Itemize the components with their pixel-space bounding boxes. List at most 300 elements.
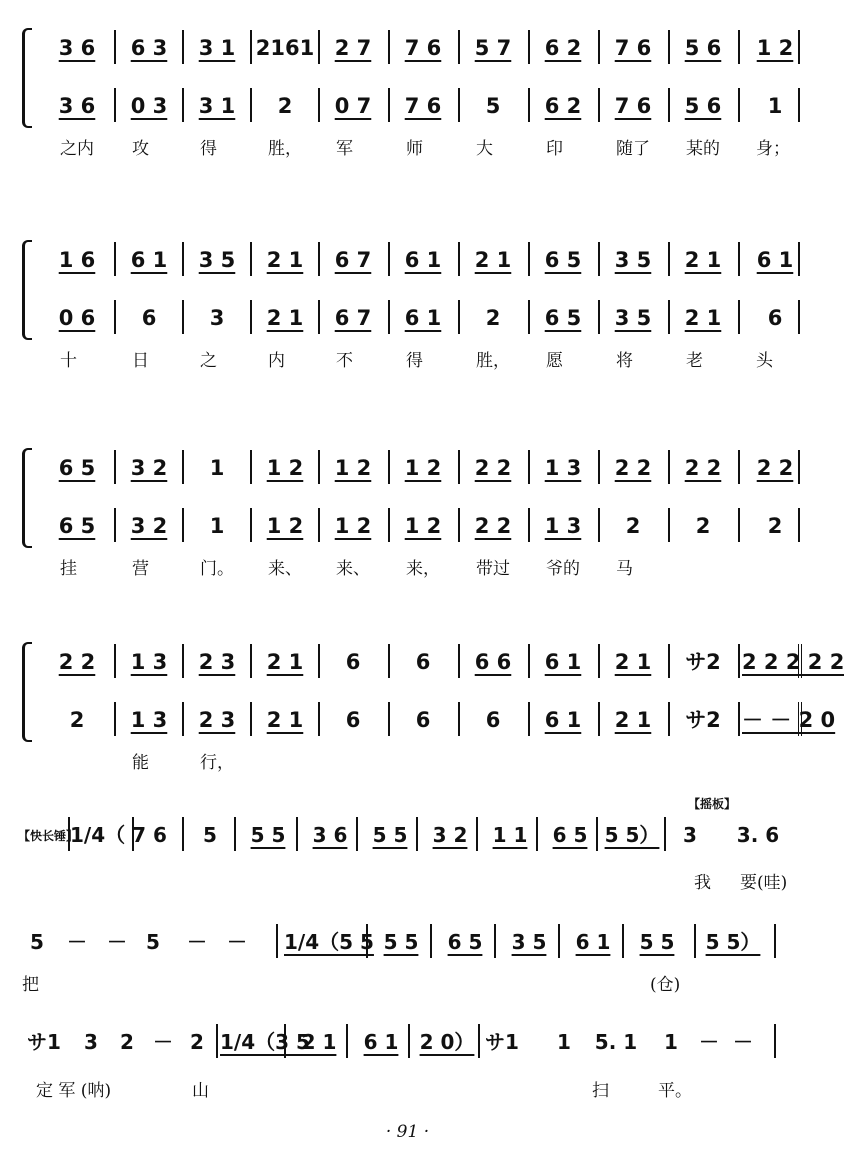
measure-notes: 2 1	[301, 1030, 337, 1054]
lyric-syllable: 将	[616, 351, 633, 371]
bar-line	[182, 300, 184, 334]
measure-notes: 7 6	[614, 94, 652, 118]
measure-notes: 6 1	[363, 1030, 399, 1054]
bar-line	[388, 644, 390, 678]
lyric-row	[36, 554, 792, 578]
bar-line	[598, 644, 600, 678]
measure-notes: 7 6	[614, 36, 652, 60]
measure-notes: 6	[485, 708, 501, 732]
measure-notes: 3 5	[198, 248, 236, 272]
measure-notes: 2 1	[266, 248, 304, 272]
accompaniment-line	[36, 86, 792, 126]
bar-line	[182, 30, 184, 64]
measure-notes: 5	[485, 94, 501, 118]
lyric-row	[22, 868, 792, 892]
measure-notes: サ1	[485, 1030, 519, 1054]
lyric-syllable: (仓)	[650, 975, 681, 995]
accompaniment-line	[36, 298, 792, 338]
bar-line	[528, 88, 530, 122]
bar-line	[528, 300, 530, 334]
measure-notes: 5 6	[684, 94, 722, 118]
bar-line	[798, 702, 806, 736]
measure-notes: 6 1	[404, 248, 442, 272]
bar-line	[458, 242, 460, 276]
lyric-syllable: 把	[22, 975, 39, 995]
bar-line	[114, 508, 116, 542]
lyric-row	[22, 970, 792, 994]
measure-notes: 2 1	[474, 248, 512, 272]
lyric-syllable: 胜，	[268, 139, 302, 159]
bar-line	[668, 242, 670, 276]
measure-notes: －	[187, 930, 207, 954]
measure-notes: 5. 1	[594, 1030, 638, 1054]
lyric-syllable: 愿	[546, 351, 563, 371]
bar-line	[738, 508, 740, 542]
bar-line	[388, 88, 390, 122]
lyric-syllable: 之内	[60, 139, 94, 159]
measure-notes: 1	[557, 1030, 571, 1054]
tempo-label: 【摇板】	[688, 797, 737, 811]
measure-notes: － － 2 0	[742, 708, 836, 732]
lyric-syllable: 门。	[200, 559, 234, 579]
measure-notes: サ2	[685, 708, 721, 732]
measure-notes: －	[733, 1030, 753, 1054]
lyric-row	[36, 748, 792, 772]
measure-notes: 2	[120, 1030, 134, 1054]
bar-line	[132, 817, 134, 851]
bar-line	[114, 300, 116, 334]
measure-notes: 1 2	[334, 456, 372, 480]
measure-notes: 3	[209, 306, 225, 330]
score-system-1	[22, 28, 792, 178]
bar-line	[598, 450, 600, 484]
measure-notes: 6	[415, 708, 431, 732]
measure-notes: 6 5	[58, 456, 96, 480]
bar-line	[318, 242, 320, 276]
bar-line	[596, 817, 598, 851]
measure-notes: 6 1	[404, 306, 442, 330]
bar-line	[528, 644, 530, 678]
measure-notes: 1 2	[756, 36, 794, 60]
system-brace	[22, 642, 32, 742]
bar-line	[356, 817, 358, 851]
system-brace	[22, 28, 32, 128]
bar-line	[798, 450, 800, 484]
bar-line	[798, 508, 800, 542]
lyric-syllable: 来，	[406, 559, 440, 579]
bar-line	[182, 644, 184, 678]
lyric-row	[36, 346, 792, 370]
measure-notes: 1	[767, 94, 783, 118]
bar-line	[458, 300, 460, 334]
lyric-syllable: 来、	[336, 559, 370, 579]
bar-line	[598, 242, 600, 276]
measure-notes: 6	[153, 823, 167, 847]
bar-line	[798, 300, 800, 334]
bar-line	[458, 508, 460, 542]
bar-line	[598, 88, 600, 122]
bar-line	[664, 817, 666, 851]
bar-line	[114, 702, 116, 736]
measure-notes: 1/4（3 5	[220, 1030, 310, 1054]
lyric-syllable: 日	[132, 351, 149, 371]
measure-notes: 2 1	[266, 306, 304, 330]
measure-notes: 2	[625, 514, 641, 538]
bar-line	[318, 450, 320, 484]
bar-line	[476, 817, 478, 851]
bar-line	[536, 817, 538, 851]
measure-notes: 2 2	[614, 456, 652, 480]
bar-line	[798, 644, 806, 678]
lyric-syllable: 能	[132, 753, 149, 773]
measure-notes: 3 2	[432, 823, 468, 847]
lyric-syllable: 带过	[476, 559, 510, 579]
bar-line	[458, 644, 460, 678]
measure-notes: 0 6	[58, 306, 96, 330]
system-brace	[22, 448, 32, 548]
lyric-syllable: 来、	[268, 559, 302, 579]
measure-notes: 1	[209, 456, 225, 480]
measure-notes: 2 2	[474, 456, 512, 480]
bar-line	[668, 450, 670, 484]
lyric-syllable: 身；	[756, 139, 790, 159]
bar-line	[798, 30, 800, 64]
lyric-syllable: 胜，	[476, 351, 510, 371]
melody-line	[36, 642, 844, 682]
measure-notes: 5 6	[684, 36, 722, 60]
section-label: 【快长锤】	[18, 829, 79, 843]
measure-notes: 6 5	[544, 306, 582, 330]
bar-line	[366, 924, 368, 958]
lyric-syllable: 得	[200, 139, 217, 159]
measure-notes: 2 1	[266, 650, 304, 674]
bar-line	[250, 702, 252, 736]
bar-line	[694, 924, 696, 958]
bar-line	[250, 88, 252, 122]
measure-notes: 1	[664, 1030, 678, 1054]
bar-line	[318, 300, 320, 334]
bar-line	[182, 88, 184, 122]
bar-line	[738, 644, 740, 678]
measure-notes: 6 7	[334, 306, 372, 330]
measure-notes: 6 1	[544, 708, 582, 732]
measure-notes: 5 5	[383, 930, 419, 954]
measure-notes: 1 2	[266, 456, 304, 480]
lyric-syllable: 攻	[132, 139, 149, 159]
measure-notes: 3 5	[511, 930, 547, 954]
lyric-syllable: 印	[546, 139, 563, 159]
lyric-syllable: 十	[60, 351, 77, 371]
bar-line	[458, 30, 460, 64]
bar-line	[528, 242, 530, 276]
bar-line	[458, 450, 460, 484]
lyric-syllable: 军	[336, 139, 353, 159]
measure-notes: 6 5	[552, 823, 588, 847]
measure-notes: 6 5	[58, 514, 96, 538]
measure-notes: サ1	[27, 1030, 61, 1054]
measure-notes: 2 1	[614, 708, 652, 732]
measure-notes: 3	[84, 1030, 98, 1054]
bar-line	[528, 508, 530, 542]
kuai-line	[22, 815, 792, 855]
measure-notes: 2 1	[684, 248, 722, 272]
bar-line	[182, 817, 184, 851]
measure-notes: 2 3	[198, 650, 236, 674]
measure-notes: 6 5	[544, 248, 582, 272]
bar-line	[458, 88, 460, 122]
accompaniment-line	[36, 506, 792, 546]
measure-notes: －	[153, 1030, 173, 1054]
bar-line	[234, 817, 236, 851]
bar-line	[182, 450, 184, 484]
bar-line	[738, 242, 740, 276]
lyric-row	[36, 134, 792, 158]
measure-notes: 3 2	[130, 456, 168, 480]
measure-notes: 6 6	[474, 650, 512, 674]
measure-notes: 1 3	[130, 650, 168, 674]
bar-line	[622, 924, 624, 958]
lyric-syllable: 扫	[592, 1081, 609, 1101]
bar-line	[318, 508, 320, 542]
measure-notes: 5 5）	[604, 823, 660, 847]
measure-notes: 1 2	[266, 514, 304, 538]
bar-line	[250, 300, 252, 334]
bar-line	[798, 88, 800, 122]
measure-notes: 1 3	[130, 708, 168, 732]
measure-notes: 5 5	[250, 823, 286, 847]
bar-line	[668, 644, 670, 678]
measure-notes: 6 1	[575, 930, 611, 954]
measure-notes: 7 6	[404, 94, 442, 118]
bar-line	[774, 924, 776, 958]
lyric-syllable: 内	[268, 351, 285, 371]
lyric-syllable: 营	[132, 559, 149, 579]
measure-notes: －	[67, 930, 87, 954]
bar-line	[738, 702, 740, 736]
measure-notes: 1 2	[334, 514, 372, 538]
page-number: · 91 ·	[385, 1122, 430, 1142]
measure-notes: 2	[277, 94, 293, 118]
measure-notes: 6 2	[544, 94, 582, 118]
bar-line	[774, 1024, 776, 1058]
measure-notes: －	[227, 930, 247, 954]
measure-notes: 6 7	[334, 248, 372, 272]
lyric-syllable: 定 军 (呐)	[36, 1081, 112, 1101]
bar-line	[388, 300, 390, 334]
bar-line	[114, 242, 116, 276]
bar-line	[296, 817, 298, 851]
measure-notes: 1/4（5 5	[284, 930, 374, 954]
measure-notes: 7 6	[404, 36, 442, 60]
melody-line	[36, 28, 792, 68]
measure-notes: 2 3	[198, 708, 236, 732]
bar-line	[738, 30, 740, 64]
measure-notes: 6	[141, 306, 157, 330]
bar-line	[388, 30, 390, 64]
measure-notes: 6 3	[130, 36, 168, 60]
measure-notes: 1 3	[544, 514, 582, 538]
bar-line	[668, 702, 670, 736]
bar-line	[68, 817, 70, 851]
system-brace	[22, 240, 32, 340]
lyric-syllable: 平。	[658, 1081, 692, 1101]
measure-notes: 3	[683, 823, 697, 847]
measure-notes: 3 6	[58, 94, 96, 118]
lyric-syllable: 大	[476, 139, 493, 159]
measure-notes: 2	[190, 1030, 204, 1054]
measure-notes: 3 1	[198, 36, 236, 60]
measure-notes: 2 1	[684, 306, 722, 330]
bar-line	[182, 702, 184, 736]
score-system-3	[22, 448, 792, 598]
lyric-syllable: 爷的	[546, 559, 580, 579]
measure-notes: 2 2	[756, 456, 794, 480]
measure-notes: 5 5	[372, 823, 408, 847]
measure-notes: 2 1	[266, 708, 304, 732]
lyric-syllable: 老	[686, 351, 703, 371]
measure-notes: 2 2	[474, 514, 512, 538]
lyric-syllable: 随了	[616, 139, 650, 159]
bar-line	[216, 1024, 218, 1058]
lyric-syllable: 我	[694, 873, 711, 893]
bar-line	[114, 30, 116, 64]
measure-notes: 5	[146, 930, 160, 954]
measure-notes: 1 2	[404, 456, 442, 480]
line-6	[22, 922, 792, 962]
score-system-2	[22, 240, 792, 390]
bar-line	[388, 242, 390, 276]
bar-line	[598, 702, 600, 736]
measure-notes: 5 7	[474, 36, 512, 60]
lyric-syllable: 头	[756, 351, 773, 371]
measure-notes: 1 2	[404, 514, 442, 538]
bar-line	[114, 88, 116, 122]
bar-line	[598, 30, 600, 64]
measure-notes: 2161	[255, 36, 315, 60]
bar-line	[276, 924, 278, 958]
lyric-syllable: 得	[406, 351, 423, 371]
bar-line	[558, 924, 560, 958]
measure-notes: 6 2	[544, 36, 582, 60]
measure-notes: 1 6	[58, 248, 96, 272]
measure-notes: 6 1	[544, 650, 582, 674]
bar-line	[250, 644, 252, 678]
measure-notes: 6	[767, 306, 783, 330]
bar-line	[798, 242, 800, 276]
line-7	[22, 1022, 792, 1062]
melody-line	[36, 240, 792, 280]
measure-notes: 3 5	[614, 248, 652, 272]
bar-line	[528, 702, 530, 736]
bar-line	[114, 644, 116, 678]
bar-line	[388, 508, 390, 542]
measure-notes: 1/4（ 7	[70, 823, 147, 847]
lyric-row	[22, 1076, 792, 1100]
measure-notes: 0 7	[334, 94, 372, 118]
measure-notes: －	[107, 930, 127, 954]
lyric-syllable: 某的	[686, 139, 720, 159]
bar-line	[668, 300, 670, 334]
bar-line	[182, 508, 184, 542]
measure-notes: 5 5）	[705, 930, 761, 954]
bar-line	[528, 30, 530, 64]
bar-line	[478, 1024, 480, 1058]
bar-line	[318, 644, 320, 678]
measure-notes: 2 2 2 2 2	[742, 650, 844, 674]
bar-line	[668, 508, 670, 542]
measure-notes: 6 1	[130, 248, 168, 272]
measure-notes: 0 3	[130, 94, 168, 118]
measure-notes: 3. 6	[736, 823, 780, 847]
measure-notes: 3 2	[130, 514, 168, 538]
measure-notes: 1 3	[544, 456, 582, 480]
score-system-4	[22, 642, 844, 792]
measure-notes: 2	[485, 306, 501, 330]
measure-notes: 3 6	[58, 36, 96, 60]
bar-line	[738, 300, 740, 334]
measure-notes: サ2	[685, 650, 721, 674]
bar-line	[408, 1024, 410, 1058]
bar-line	[494, 924, 496, 958]
bar-line	[318, 702, 320, 736]
lyric-syllable: 要(哇)	[740, 873, 788, 893]
bar-line	[182, 242, 184, 276]
melody-line	[36, 448, 792, 488]
bar-line	[388, 450, 390, 484]
measure-notes: 2 7	[334, 36, 372, 60]
bar-line	[430, 924, 432, 958]
measure-notes: 2	[767, 514, 783, 538]
bar-line	[318, 88, 320, 122]
measure-notes: 6	[345, 708, 361, 732]
lyric-syllable: 师	[406, 139, 423, 159]
measure-notes: 6	[345, 650, 361, 674]
measure-notes: 1	[209, 514, 225, 538]
bar-line	[284, 1024, 286, 1058]
measure-notes: 3 6	[312, 823, 348, 847]
measure-notes: 5 5	[639, 930, 675, 954]
measure-notes: 6	[415, 650, 431, 674]
lyric-syllable: 行，	[200, 753, 234, 773]
bar-line	[318, 30, 320, 64]
measure-notes: 6 5	[447, 930, 483, 954]
measure-notes: 2 2	[684, 456, 722, 480]
measure-notes: 2 1	[614, 650, 652, 674]
bar-line	[668, 88, 670, 122]
measure-notes: 2	[695, 514, 711, 538]
measure-notes: 2	[69, 708, 85, 732]
bar-line	[388, 702, 390, 736]
measure-notes: 6 1	[756, 248, 794, 272]
bar-line	[458, 702, 460, 736]
bar-line	[668, 30, 670, 64]
accompaniment-line	[36, 700, 836, 740]
bar-line	[250, 508, 252, 542]
measure-notes: 3 1	[198, 94, 236, 118]
bar-line	[346, 1024, 348, 1058]
bar-line	[250, 242, 252, 276]
bar-line	[416, 817, 418, 851]
bar-line	[114, 450, 116, 484]
bar-line	[598, 300, 600, 334]
bar-line	[738, 88, 740, 122]
lyric-syllable: 马	[616, 559, 633, 579]
measure-notes: 2 0）	[419, 1030, 475, 1054]
measure-notes: 5	[30, 930, 44, 954]
bar-line	[598, 508, 600, 542]
bar-line	[528, 450, 530, 484]
lyric-syllable: 挂	[60, 559, 77, 579]
